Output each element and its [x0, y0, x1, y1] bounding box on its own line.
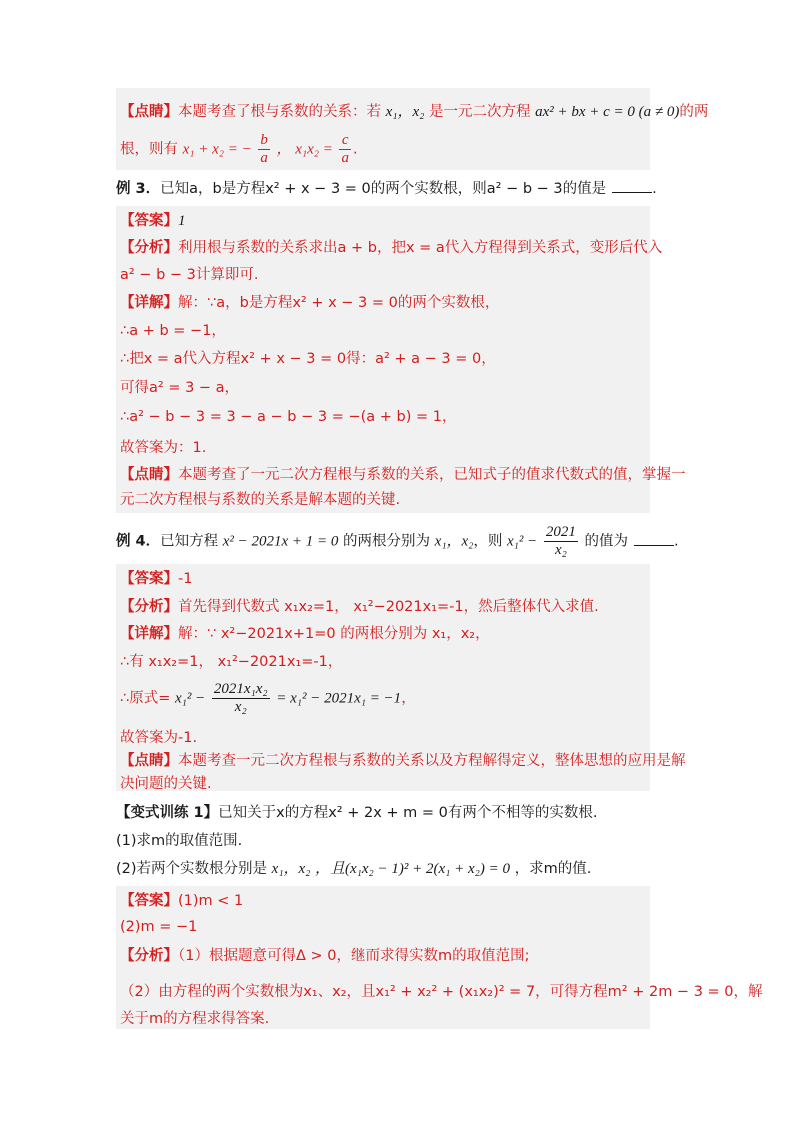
ex3-detail-1: 【详解】解：∵a，b是方程x² + x − 3 = 0的两个实数根， — [120, 295, 500, 311]
practice-1-answer-1: 【答案】(1)m < 1 — [120, 893, 244, 909]
ex3-answer: 【答案】1 — [120, 213, 186, 229]
ex4-detail-4: 故答案为-1. — [120, 730, 198, 746]
ex3-review-1: 【点睛】本题考查了一元二次方程根与系数的关系，已知式子的值求代数式的值，掌握一 — [120, 467, 686, 483]
answer-blank — [634, 533, 674, 546]
review-1-line-1: 【点睛】本题考查了根与系数的关系：若 x₁，x₂ 是一元二次方程 ax² + bx + c = 0 (a ≠ 0)的两 — [120, 104, 709, 120]
practice-1-analysis-2: （2）由方程的两个实数根为x₁、x₂，且x₁² + x₂² + (x₁x₂)² = 7，可得方程m² + 2m − 3 = 0，解 — [120, 984, 763, 1000]
ex4-detail-3: ∴原式= x₁² − $\frac{\text{2021x₁x₂}}{\text{x₂}}$ = x₁² − 2021x₁ = −1， — [120, 681, 416, 715]
fraction-c-over-a: $\frac{c}{a}$ — [341, 132, 349, 166]
ex4-answer: 【答案】-1 — [120, 571, 193, 587]
ex3-review-2: 元二次方程根与系数的关系是解本题的关键. — [120, 492, 401, 508]
practice-1-question: 【变式训练 1】已知关于x的方程x² + 2x + m = 0有两个不相等的实数根. — [116, 805, 598, 821]
ex3-detail-3: ∴把x = a代入方程x² + x − 3 = 0得：a² + a − 3 = 0， — [120, 351, 496, 367]
review-1-line-2: 根，则有 x₁ + x₂ = − $\frac{b}{a}$ ， x₁x₂ = $\frac{c}{a}$ . — [120, 132, 358, 166]
ex3-analysis-1: 【分析】利用根与系数的关系求出a + b，把x = a代入方程得到关系式，变形后代入 — [120, 240, 663, 256]
ex4-review-1: 【点睛】本题考查一元二次方程根与系数的关系以及方程解得定义，整体思想的应用是解 — [120, 753, 686, 769]
practice-1-part-2: (2)若两个实数根分别是 x₁，x₂ ，且(x₁x₂ − 1)² + 2(x₁ + x₂) = 0 ，求m的值. — [116, 861, 592, 877]
fraction-b-over-a: $\frac{b}{a}$ — [260, 132, 268, 166]
ex4-question: 例 4．已知方程 x² − 2021x + 1 = 0 的两根分别为 x₁，x₂，则 x₁² − $\frac{2021}{\text{x₂}}$ 的值为 . — [116, 524, 679, 558]
ex4-analysis: 【分析】首先得到代数式 x₁x₂=1， x₁²−2021x₁=-1，然后整体代入求值. — [120, 599, 599, 615]
fraction-2021-over-x2: $\frac{2021}{\text{x₂}}$ — [545, 524, 576, 558]
ex4-detail-1: 【详解】解：∵ x²−2021x+1=0 的两根分别为 x₁，x₂， — [120, 626, 490, 642]
ex3-detail-2: ∴a + b = −1， — [120, 323, 226, 339]
ex3-detail-6: 故答案为：1. — [120, 440, 207, 456]
ex3-detail-4: 可得a² = 3 − a， — [120, 380, 240, 396]
ex4-detail-2: ∴有 x₁x₂=1， x₁²−2021x₁=-1， — [120, 654, 343, 670]
ex3-analysis-2: a² − b − 3计算即可. — [120, 267, 259, 283]
ex3-detail-5: ∴a² − b − 3 = 3 − a − b − 3 = −(a + b) = 1， — [120, 409, 457, 425]
practice-1-part-1: (1)求m的取值范围. — [116, 833, 243, 849]
ex3-question: 例 3．已知a，b是方程x² + x − 3 = 0的两个实数根，则a² − b − 3的值是 . — [116, 181, 657, 197]
ex4-review-2: 决问题的关键. — [120, 776, 212, 792]
answer-blank — [612, 180, 652, 193]
fraction-2021x1x2-over-x2: $\frac{\text{2021x₁x₂}}{\text{x₂}}$ — [213, 681, 268, 715]
practice-1-analysis-3: 关于m的方程求得答案. — [120, 1011, 270, 1027]
practice-1-answer-2: (2)m = −1 — [120, 919, 198, 935]
practice-1-analysis-1: 【分析】（1）根据题意可得Δ > 0，继而求得实数m的取值范围; — [120, 948, 530, 964]
